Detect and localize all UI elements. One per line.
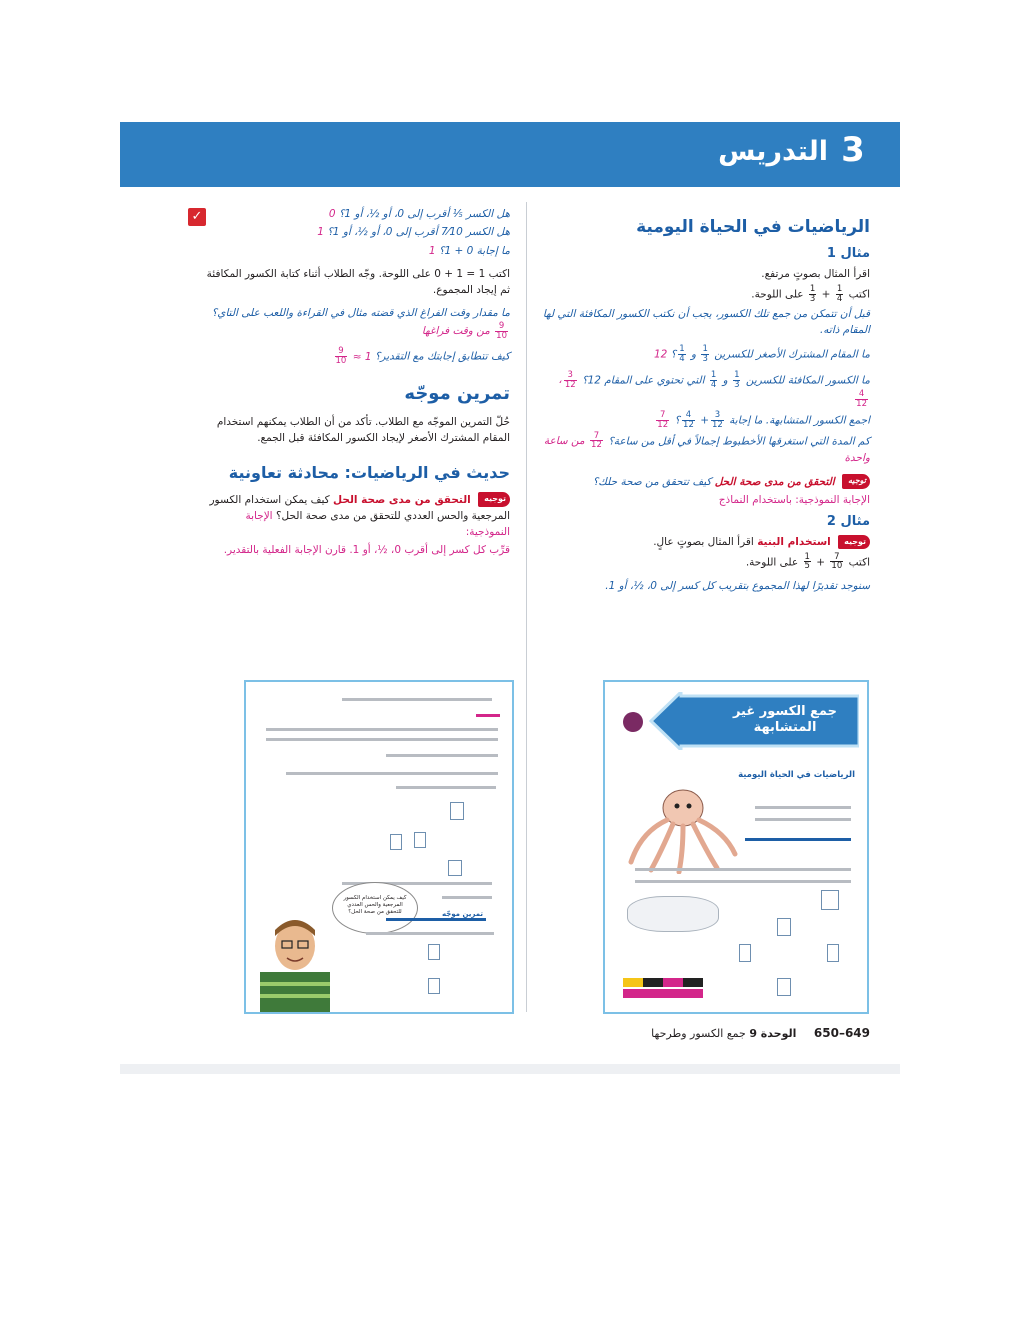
question-5: كيف تتطابق إجابتك مع التقدير؟ 1 ≈ $\frac{9}{10}$ [335, 346, 510, 367]
equivalent-fractions-note: قبل أن تتمكن من جمع تلك الكسور، يجب أن نكتب الكسور المكافئة التي لها المقام ذاته. [542, 307, 870, 336]
thumb-guided-label: تمرين موجّه [442, 910, 484, 918]
thought-cloud [627, 896, 719, 932]
teacher-edition-page [120, 122, 900, 1074]
checkmark-icon: ✓ [188, 208, 206, 226]
page-footer [651, 1026, 870, 1040]
fraction: $\frac{1}{4}$ [836, 283, 843, 304]
estimate-text: سنوجد تقديرًا لهذا المجموع بتقريب كل كسر إلى 0، ½، أو 1. [605, 580, 870, 593]
fraction: $\frac{1}{3}$ [809, 283, 816, 304]
octopus-illustration [621, 782, 743, 874]
student-boy-illustration [260, 908, 330, 1014]
question-equivalent: ما الكسور المكافئة للكسرين $\frac{1}{3}$ و $\frac{1}{4}$ التي تحتوي على المقام 12؟ $\frac{3}{12}$ ، $\frac{4}{12}$ [558, 369, 870, 409]
question-time: كم المدة التي استغرقها الأخطبوط إجمالاً في أقل من ساعة؟ $\frac{7}{12}$ من ساعة واحدة [543, 430, 870, 465]
guide-tag: توجيه [838, 535, 870, 549]
guide-tag: توجيه [478, 492, 510, 506]
guide-tag: توجيه [842, 474, 870, 488]
read-aloud-text: اقرأ المثال بصوتٍ مرتفع. [761, 268, 870, 281]
write-on-board-1: اكتب $\frac{1}{4}$ + $\frac{1}{3}$ على اللوحة. [751, 283, 870, 304]
check-label: التحقق من مدى صحة الحل [714, 475, 835, 488]
answer: 12 [653, 348, 668, 361]
math-talk-heading: حديث في الرياضيات: محادثة تعاونية [228, 462, 510, 482]
page-numbers: 649–650 [813, 1026, 870, 1040]
board-note: اكتب 1 = 1 + 0 على اللوحة. وجّه الطلاب أثناء كتابة الكسور المكافئة ثم إيجاد المجموع. [206, 267, 510, 297]
math-talk-answer: قرِّب كل كسر إلى أقرب 0، ½، أو 1. قارن الإجابة الفعلية بالتقدير. [223, 544, 510, 557]
question-lcd: ما المقام المشترك الأصغر للكسرين $\frac{1}{3}$ و $\frac{1}{4}$ ؟ 12 [653, 344, 870, 365]
thumb-subheading: الرياضيات في الحياة اليومية [738, 770, 855, 780]
lesson-title: جمع الكسور غير المتشابهة [732, 704, 838, 735]
answer: $\frac{3}{12}$ ، $\frac{4}{12}$ [558, 369, 867, 409]
example-1-title: مثال 1 [826, 246, 870, 262]
unit-label: الوحدة 9 [749, 1027, 797, 1040]
math-talk-check: توجيه التحقق من مدى صحة الحل كيف يمكن استخدام الكسور المرجعية والحس العددي للتحقق من مدى صحة الحل؟ الإجابة النموذجية: [209, 493, 510, 539]
section-title: التدريس [718, 136, 828, 167]
right-column [540, 214, 870, 597]
example-2-title: مثال 2 [826, 514, 870, 530]
student-page-thumbnail-left [244, 680, 514, 1014]
check-solution-row: توجيه التحقق من مدى صحة الحل كيف تتحقق من صحة حلك؟ [540, 474, 870, 490]
model-answer: الإجابة النموذجية: باستخدام النماذج [718, 493, 870, 506]
answer: $\frac{7}{12}$ [657, 409, 669, 430]
answer: $\frac{7}{12}$ من ساعة واحدة [543, 430, 870, 465]
structure-row: توجيه استخدام البنية اقرأ المثال بصوتٍ عالٍ. [540, 534, 870, 550]
write-on-board-2: اكتب $\frac{7}{10}$ + $\frac{1}{5}$ على اللوحة. [745, 551, 870, 572]
question-add: اجمع الكسور المتشابهة. ما إجابة $\frac{3}{12}$ + $\frac{4}{12}$ ؟ $\frac{7}{12}$ [540, 411, 870, 430]
left-column [200, 204, 510, 561]
student-page-thumbnail-right [603, 680, 869, 1014]
question-4: ما مقدار وقت الفراغ الذي قضته مثال في القراءة واللعب على التاي؟ $\frac{9}{10}$ من وقت فراغها [211, 307, 510, 341]
guided-practice-text: حُلّ التمرين الموجّه مع الطلاب. تأكد من أن الطلاب يمكنهم استخدام المقام المشترك الأصغر لإيجاد الكسور المكافئة قبل الجمع. [216, 416, 510, 445]
column-divider [526, 202, 527, 1012]
question-3: ما إجابة 0 + 1؟ 1 [428, 244, 510, 257]
fraction-bars-illustration [623, 978, 703, 998]
section-number: 3 [841, 130, 865, 170]
speech-bubble: كيف يمكن استخدام الكسور المرجعية والحس العددي للتحقق من صحة الحل؟ [332, 882, 418, 934]
guided-practice-heading: تمرين موجّه [404, 383, 510, 405]
question-2: هل الكسر 7⁄10 أقرب إلى 0، أو ½، أو 1؟ 1 [317, 226, 510, 239]
real-world-heading: الرياضيات في الحياة اليومية [636, 217, 870, 237]
section-header [120, 122, 900, 187]
page-bottom-band [120, 1064, 900, 1074]
unit-title: جمع الكسور وطرحها [651, 1027, 746, 1040]
question-1: هل الكسر ⅕ أقرب إلى 0، أو ½، أو 1؟ 0 [328, 208, 510, 220]
